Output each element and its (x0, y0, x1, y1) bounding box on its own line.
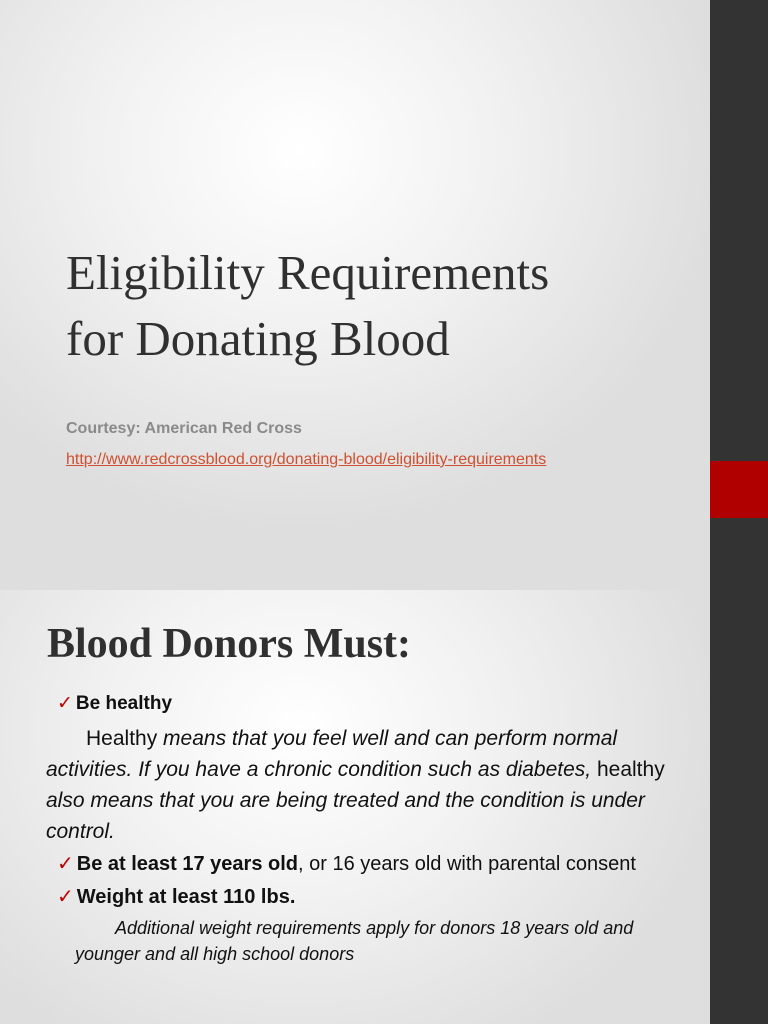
bullet-text: Be healthy (75, 693, 173, 714)
subnote-text: Additional weight requirements apply for donors 18 years old and younger and all high school donors (75, 918, 634, 964)
bullet-rest-text: , or 16 years old with parental consent (298, 853, 636, 875)
slide-title (66, 240, 696, 372)
slide-heading: Blood Donors Must: (47, 621, 412, 667)
para-part-4: also means that you are being treated and the condition is under control. (46, 789, 645, 843)
checkmark-icon: ✓ (57, 693, 73, 714)
healthy-description (46, 723, 696, 847)
checkmark-icon: ✓ (57, 853, 74, 875)
para-part-3: healthy (591, 758, 665, 781)
bullet-be-healthy (57, 692, 172, 715)
weight-subnote (75, 915, 695, 967)
title-line-2: for Donating Blood (66, 311, 450, 366)
title-line-1: Eligibility Requirements (66, 245, 550, 300)
para-part-2: means that you feel well and can perform normal activities. If you have a chronic condition such as diabetes, (46, 727, 618, 781)
para-part-1: Healthy (86, 727, 158, 750)
bullet-bold-text: Be at least 17 years old (76, 853, 298, 875)
courtesy-text: Courtesy: American Red Cross (66, 420, 302, 437)
content-slide (0, 590, 710, 1024)
bullet-text: Weight at least 110 lbs. (76, 886, 296, 908)
source-link[interactable]: http://www.redcrossblood.org/donating-blood/eligibility-requirements (66, 451, 547, 468)
bullet-weight (57, 884, 295, 909)
sidebar-accent-block (710, 461, 768, 518)
bullet-age (57, 851, 636, 876)
checkmark-icon: ✓ (57, 886, 74, 908)
